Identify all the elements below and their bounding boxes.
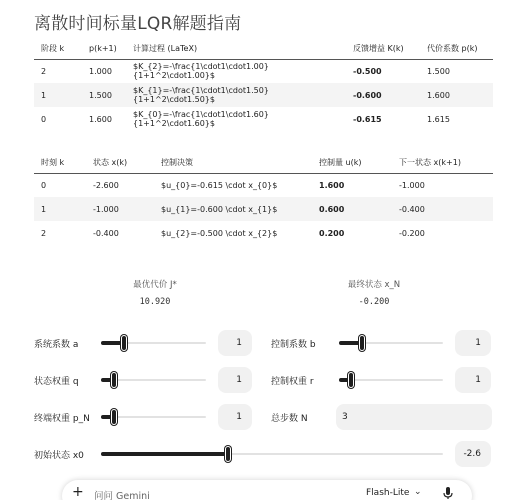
table-cell: 0 [41,180,47,190]
slider-track [339,379,443,381]
table-cell: 0.200 [319,228,345,238]
gain-table [34,38,493,131]
microphone-icon[interactable] [442,486,454,500]
table-header-row [34,152,493,173]
table-cell: $u_{1}=-0.600 \cdot x_{1}$ [154,197,312,221]
chat-input-placeholder[interactable]: 问问 Gemini [94,491,150,500]
x0-label: 初始状态 x0 [34,451,84,461]
page-title: 离散时间标量LQR解题指南 [34,14,242,34]
column-header: 控制决策 [154,152,312,173]
column-header: 控制量 u(k) [312,152,392,173]
table-cell: -0.600 [346,83,420,107]
pn-label: 终端权重 p_N [34,414,90,424]
column-header: 状态 x(k) [86,152,154,173]
table-row [34,107,493,131]
column-header: p(k+1) [82,38,126,59]
table-cell: -1.000 [399,180,425,190]
table-cell: 2 [41,228,47,238]
q-input[interactable]: 1 [218,367,252,393]
table-cell: $u_{2}=-0.500 \cdot x_{2}$ [161,228,278,238]
final-state-label: 最终状态 x_N [347,280,401,290]
optimal-cost-value: 10.920 [139,297,171,307]
n-label: 总步数 N [271,414,308,424]
table-cell: 1 [34,197,86,221]
q-label: 状态权重 q [34,377,79,387]
column-header: 下一状态 x(k+1) [392,152,493,173]
table-cell: 1.615 [427,114,450,124]
a-input[interactable]: 1 [218,330,252,356]
slider-thumb[interactable] [359,335,365,351]
chat-input-bar[interactable] [62,480,472,500]
table-cell: 0.600 [312,197,392,221]
b-label: 控制系数 b [271,340,316,350]
column-header: 时刻 k [34,152,86,173]
table-header-row [34,38,493,59]
model-selector[interactable]: Flash-Lite [366,488,410,498]
table-cell: 1.000 [89,66,112,76]
column-header: 反馈增益 K(k) [346,38,420,59]
slider-thumb[interactable] [111,409,117,425]
table-cell: -0.500 [353,66,382,76]
r-input[interactable]: 1 [455,367,491,393]
table-cell: -0.400 [392,197,493,221]
plus-icon[interactable]: + [72,484,84,500]
table-row [34,59,493,83]
table-cell: 1.500 [82,83,126,107]
r-slider[interactable] [339,370,443,390]
table-cell: $K_{0}=-\frac{1\cdot1\cdot1.60}{1+1^2\cdot1.60}$ [133,110,269,128]
final-state-value: -0.200 [358,297,390,307]
slider-track [101,416,206,418]
x0-input[interactable]: -2.6 [455,441,491,467]
slider-thumb[interactable] [121,335,127,351]
chevron-down-icon[interactable]: ⌄ [414,487,422,497]
table-cell: 1.600 [89,114,112,124]
table-cell: $K_{1}=-\frac{1\cdot1\cdot1.50}{1+1^2\cdot1.50}$ [126,83,346,107]
column-header: 计算过程 (LaTeX) [126,38,346,59]
table-cell: 1.600 [319,180,345,190]
table-cell: -0.615 [353,114,382,124]
table-cell: -2.600 [93,180,119,190]
x0-slider[interactable] [101,444,443,464]
b-slider[interactable] [339,333,443,353]
column-header: 阶段 k [34,38,82,59]
slider-thumb[interactable] [225,446,231,462]
column-header: 代价系数 p(k) [420,38,493,59]
table-cell: 1.600 [420,83,493,107]
optimal-cost-label: 最优代价 J* [133,280,177,290]
table-cell: 1 [34,83,82,107]
slider-track [101,379,206,381]
table-cell: 1.500 [427,66,450,76]
pn-slider[interactable] [101,407,206,427]
table-cell: 2 [41,66,47,76]
slider-thumb[interactable] [111,372,117,388]
table-row [34,197,493,221]
table-row [34,173,493,197]
table-cell: -1.000 [86,197,154,221]
trajectory-table [34,152,493,245]
slider-fill [101,452,228,456]
table-cell: -0.400 [93,228,119,238]
n-input[interactable]: 3 [336,404,492,430]
table-cell: 0 [41,114,47,124]
a-label: 系统系数 a [34,340,79,350]
b-input[interactable]: 1 [455,330,491,356]
slider-thumb[interactable] [348,372,354,388]
table-row [34,83,493,107]
table-cell: $K_{2}=-\frac{1\cdot1\cdot1.00}{1+1^2\cdot1.00}$ [133,62,269,81]
r-label: 控制权重 r [271,377,314,387]
pn-input[interactable]: 1 [218,404,252,430]
table-cell: $u_{0}=-0.615 \cdot x_{0}$ [161,180,278,190]
q-slider[interactable] [101,370,206,390]
table-cell: -0.200 [399,228,425,238]
table-row [34,221,493,245]
a-slider[interactable] [101,333,206,353]
